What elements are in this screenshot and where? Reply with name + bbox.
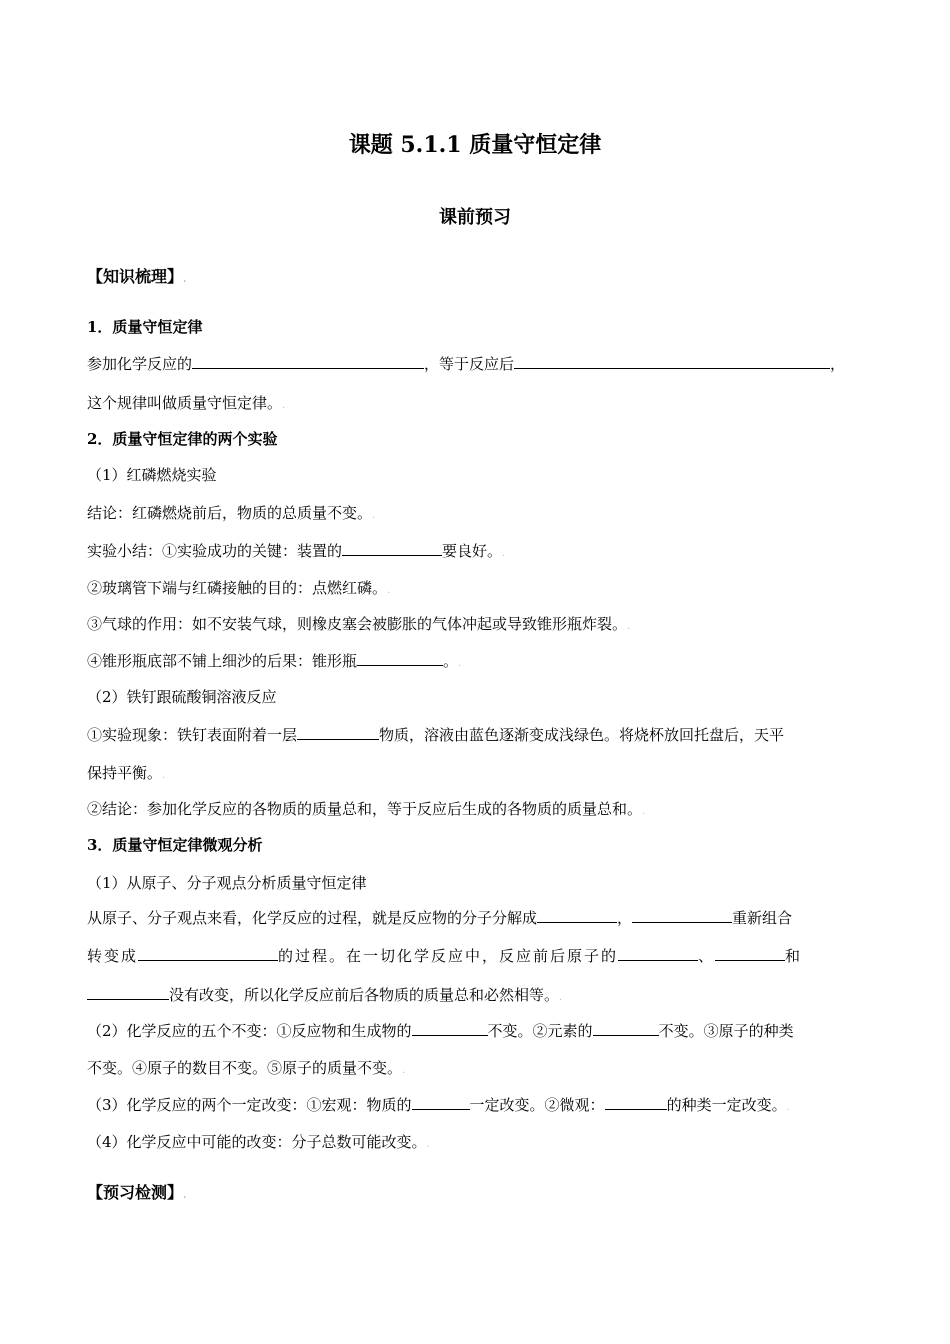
paragraph-16: （3）化学反应的两个一定改变：①宏观：物质的 一定改变。②微观： 的种类一定改变。. (87, 1096, 790, 1114)
section-header-preview-check: 【预习检测】. (87, 1183, 187, 1202)
paragraph-11: 从原子、分子观点来看，化学反应的过程，就是反应物的分子分解成 ， 重新组合 (87, 909, 793, 927)
page-subtitle: 课前预习 (439, 207, 511, 228)
fill-blank[interactable] (297, 724, 379, 740)
paragraph-10: ②结论：参加化学反应的各物质的质量总和，等于反应后生成的各物质的质量总和。. (87, 800, 646, 818)
paragraph-12: 转变成 的过程。在一切化学反应中，反应前后原子的 、 和 (87, 947, 803, 965)
paragraph-14: （2）化学反应的五个不变：①反应物和生成物的 不变。②元素的 不变。③原子的种类 (87, 1022, 794, 1040)
fill-blank[interactable] (342, 540, 442, 556)
fill-blank[interactable] (618, 945, 698, 961)
heading-3: 3．质量守恒定律微观分析 (87, 836, 263, 854)
paragraph-8: ①实验现象：铁钉表面附着一层 物质，溶液由蓝色逐渐变成浅绿色。将烧杯放回托盘后，天平 (87, 726, 785, 744)
fill-blank[interactable] (537, 907, 617, 923)
heading-2: 2．质量守恒定律的两个实验 (87, 430, 278, 448)
fill-blank[interactable] (514, 353, 830, 369)
fill-blank[interactable] (605, 1094, 667, 1110)
page-title: 课题 5.1.1 质量守恒定律 (348, 132, 602, 158)
paragraph-4: 实验小结：①实验成功的关键：装置的 要良好。. (87, 542, 506, 560)
subheading-2: （2）铁钉跟硫酸铜溶液反应 (87, 688, 277, 706)
paragraph-5: ②玻璃管下端与红磷接触的目的：点燃红磷。. (87, 579, 391, 597)
section-header-knowledge: 【知识梳理】. (87, 267, 187, 286)
fill-blank[interactable] (357, 650, 443, 666)
paragraph-2: 这个规律叫做质量守恒定律。. (87, 394, 286, 412)
paragraph-13: 没有改变，所以化学反应前后各物质的质量总和必然相等。. (87, 984, 562, 1009)
heading-1: 1．质量守恒定律 (87, 318, 203, 336)
fill-blank[interactable] (192, 353, 424, 369)
fill-blank[interactable] (593, 1020, 659, 1036)
fill-blank[interactable] (138, 945, 278, 961)
subheading-1: （1）红磷燃烧实验 (87, 466, 217, 484)
fill-blank[interactable] (412, 1020, 488, 1036)
paragraph-1: 参加化学反应的 ，等于反应后 ， (87, 355, 846, 373)
paragraph-9: 保持平衡。. (87, 764, 166, 782)
paragraph-15: 不变。④原子的数目不变。⑤原子的质量不变。. (87, 1059, 406, 1077)
paragraph-3: 结论：红磷燃烧前后，物质的总质量不变。. (87, 504, 376, 522)
paragraph-7: ④锥形瓶底部不铺上细沙的后果：锥形瓶 。. (87, 652, 462, 670)
paragraph-6: ③气球的作用：如不安装气球，则橡皮塞会被膨胀的气体冲起或导致锥形瓶炸裂。. (87, 615, 631, 633)
fill-blank[interactable] (632, 907, 732, 923)
fill-blank[interactable] (715, 945, 785, 961)
paragraph-17: （4）化学反应中可能的改变：分子总数可能改变。. (87, 1133, 430, 1151)
subheading-3: （1）从原子、分子观点分析质量守恒定律 (87, 874, 367, 892)
fill-blank[interactable] (87, 984, 169, 1000)
fill-blank[interactable] (412, 1094, 470, 1110)
